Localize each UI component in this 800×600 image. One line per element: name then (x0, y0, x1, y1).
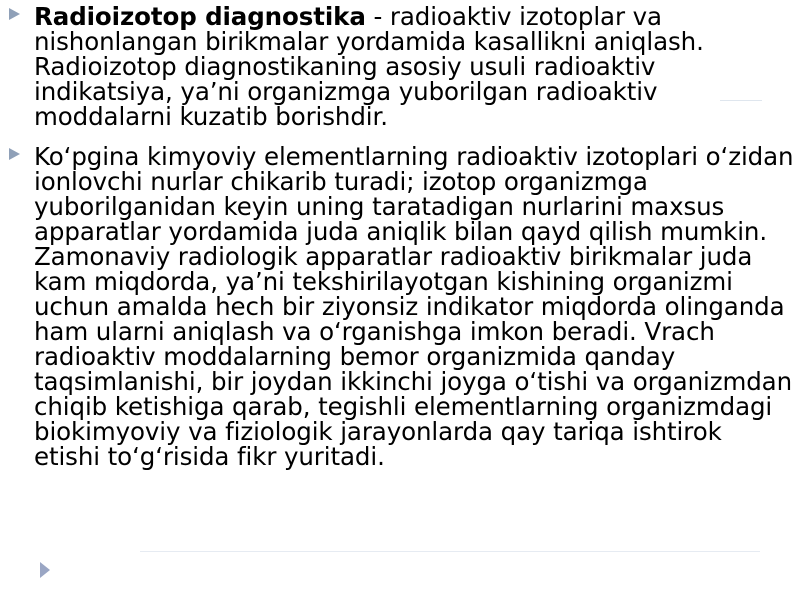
bullet-item-definition (0, 0, 800, 129)
next-slide-arrow-icon[interactable] (40, 562, 50, 578)
bullet-text: Ko‘pgina kimyoviy elementlarning radioaktiv izotoplari o‘zidan ionlovchi nurlar chikarib turadi; izotop organizmga yuborilganidan keyin uning taratadigan nurlarini maxsus apparatlar yordamida juda aniqlik bilan qayd qilish mumkin. Zamonaviy radiologik apparatlar radioaktiv birikmalar juda kam miqdorda, ya’ni tekshirilayotgan kishining organizmi uchun amalda hech bir ziyonsiz indikator miqdorda olinganda ham ularni aniqlash va o‘rganishga imkon beradi. Vrach radioaktiv moddalarning bemor organizmida qanday taqsimlanishi, bir joydan ikkinchi joyga o‘tishi va organizmdan chiqib ketishiga qarab, tegishli elementlarning organizmdagi biokimyoviy va fiziologik jarayonlarda qay tariqa ishtirok etishi to‘g‘risida fikr yuritadi. (34, 142, 794, 471)
bullet-triangle-icon (9, 148, 20, 160)
bullet-term: Radioizotop diagnostika (34, 2, 366, 31)
decorative-line (140, 551, 760, 552)
bullet-item-details (0, 144, 800, 469)
bullet-triangle-icon (9, 8, 20, 20)
bullet-text: - radioaktiv izotoplar va nishonlangan birikmalar yordamida kasallikni aniqlash. Radioizotop diagnostikaning asosiy usuli radioaktiv indikatsiya, ya’ni organizmga yuborilgan radioaktiv moddalarni kuzatib borishdir. (34, 2, 704, 131)
